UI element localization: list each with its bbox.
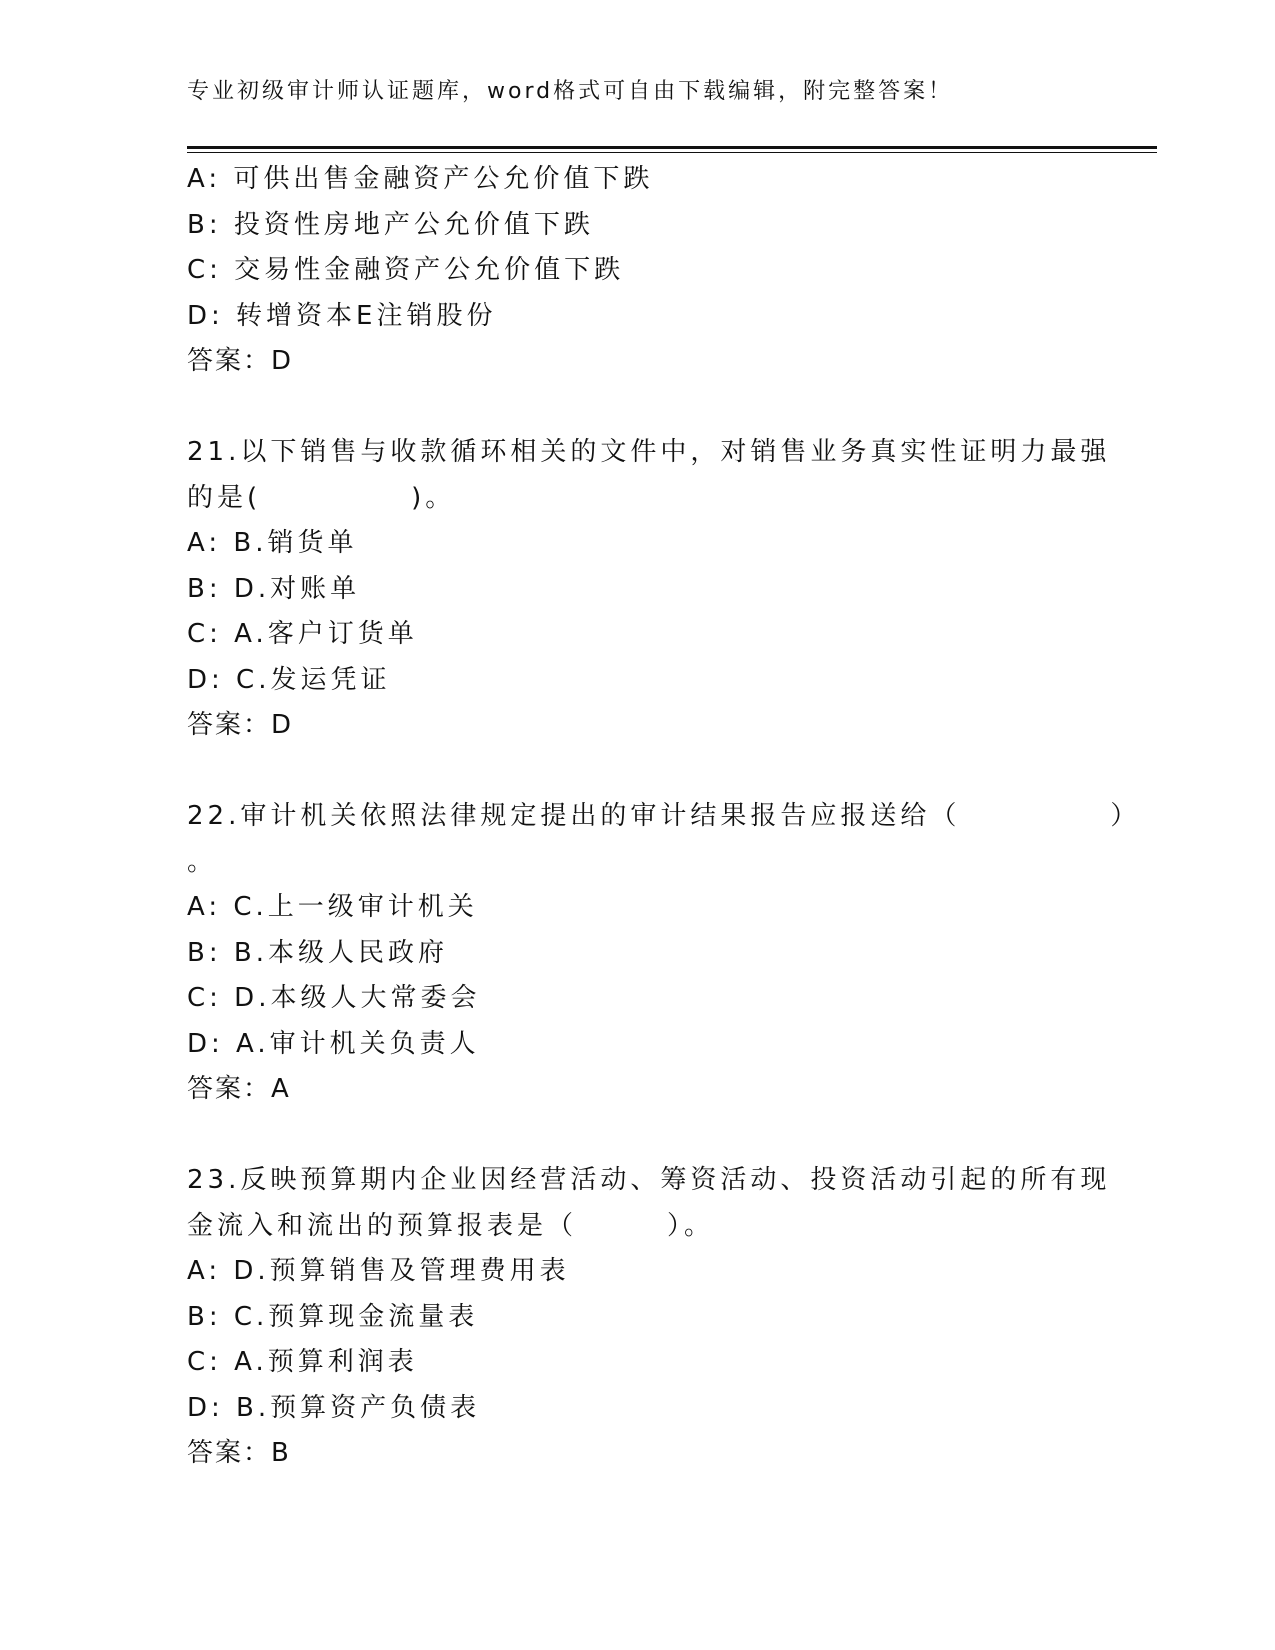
- option-c: C: A.客户订货单: [187, 619, 418, 649]
- spacer: [187, 749, 1157, 795]
- header-rule-thin: [187, 152, 1157, 153]
- option-c: C: A.预算利润表: [187, 1347, 418, 1377]
- option-c: C: 交易性金融资产公允价值下跌: [187, 255, 625, 285]
- page-header: 专业初级审计师认证题库，word格式可自由下载编辑，附完整答案！: [187, 79, 954, 104]
- option-b: B: 投资性房地产公允价值下跌: [187, 209, 594, 240]
- option-c: C: D.本级人大常委会: [187, 983, 481, 1013]
- answer: 答案：B: [187, 1438, 291, 1468]
- question-22: [187, 794, 1157, 1113]
- option-d: D: A.审计机关负责人: [187, 1028, 480, 1059]
- option-d: D: 转增资本E注销股份: [187, 300, 497, 331]
- question-stem: 21.以下销售与收款循环相关的文件中，对销售业务真实性证明力最强: [187, 437, 1111, 467]
- header-rule-thick: [187, 146, 1157, 149]
- option-b: B: B.本级人民政府: [187, 937, 448, 968]
- answer: 答案：D: [187, 346, 294, 376]
- question-partial: [187, 157, 1157, 385]
- option-b: B: D.对账单: [187, 573, 361, 604]
- option-b: B: C.预算现金流量表: [187, 1301, 479, 1332]
- option-d: D: B.预算资产负债表: [187, 1392, 481, 1423]
- option-a: A: B.销货单: [187, 528, 358, 558]
- answer: 答案：D: [187, 710, 294, 740]
- option-d: D: C.发运凭证: [187, 664, 391, 695]
- document-body: [187, 157, 1157, 1477]
- question-stem: 23.反映预算期内企业因经营活动、筹资活动、投资活动引起的所有现: [187, 1165, 1111, 1195]
- question-21: [187, 430, 1157, 749]
- option-a: A: C.上一级审计机关: [187, 892, 478, 922]
- spacer: [187, 385, 1157, 431]
- answer: 答案：A: [187, 1074, 291, 1104]
- question-stem-continued: 。: [187, 846, 218, 877]
- option-a: A: D.预算销售及管理费用表: [187, 1256, 570, 1286]
- spacer: [187, 1113, 1157, 1159]
- question-stem-continued: 金流入和流出的预算报表是（ ）。: [187, 1210, 715, 1241]
- question-stem-continued: 的是( )。: [187, 482, 456, 513]
- question-stem: 22.审计机关依照法律规定提出的审计结果报告应报送给（ ）: [187, 801, 1141, 831]
- option-a: A: 可供出售金融资产公允价值下跌: [187, 164, 654, 194]
- question-23: [187, 1158, 1157, 1477]
